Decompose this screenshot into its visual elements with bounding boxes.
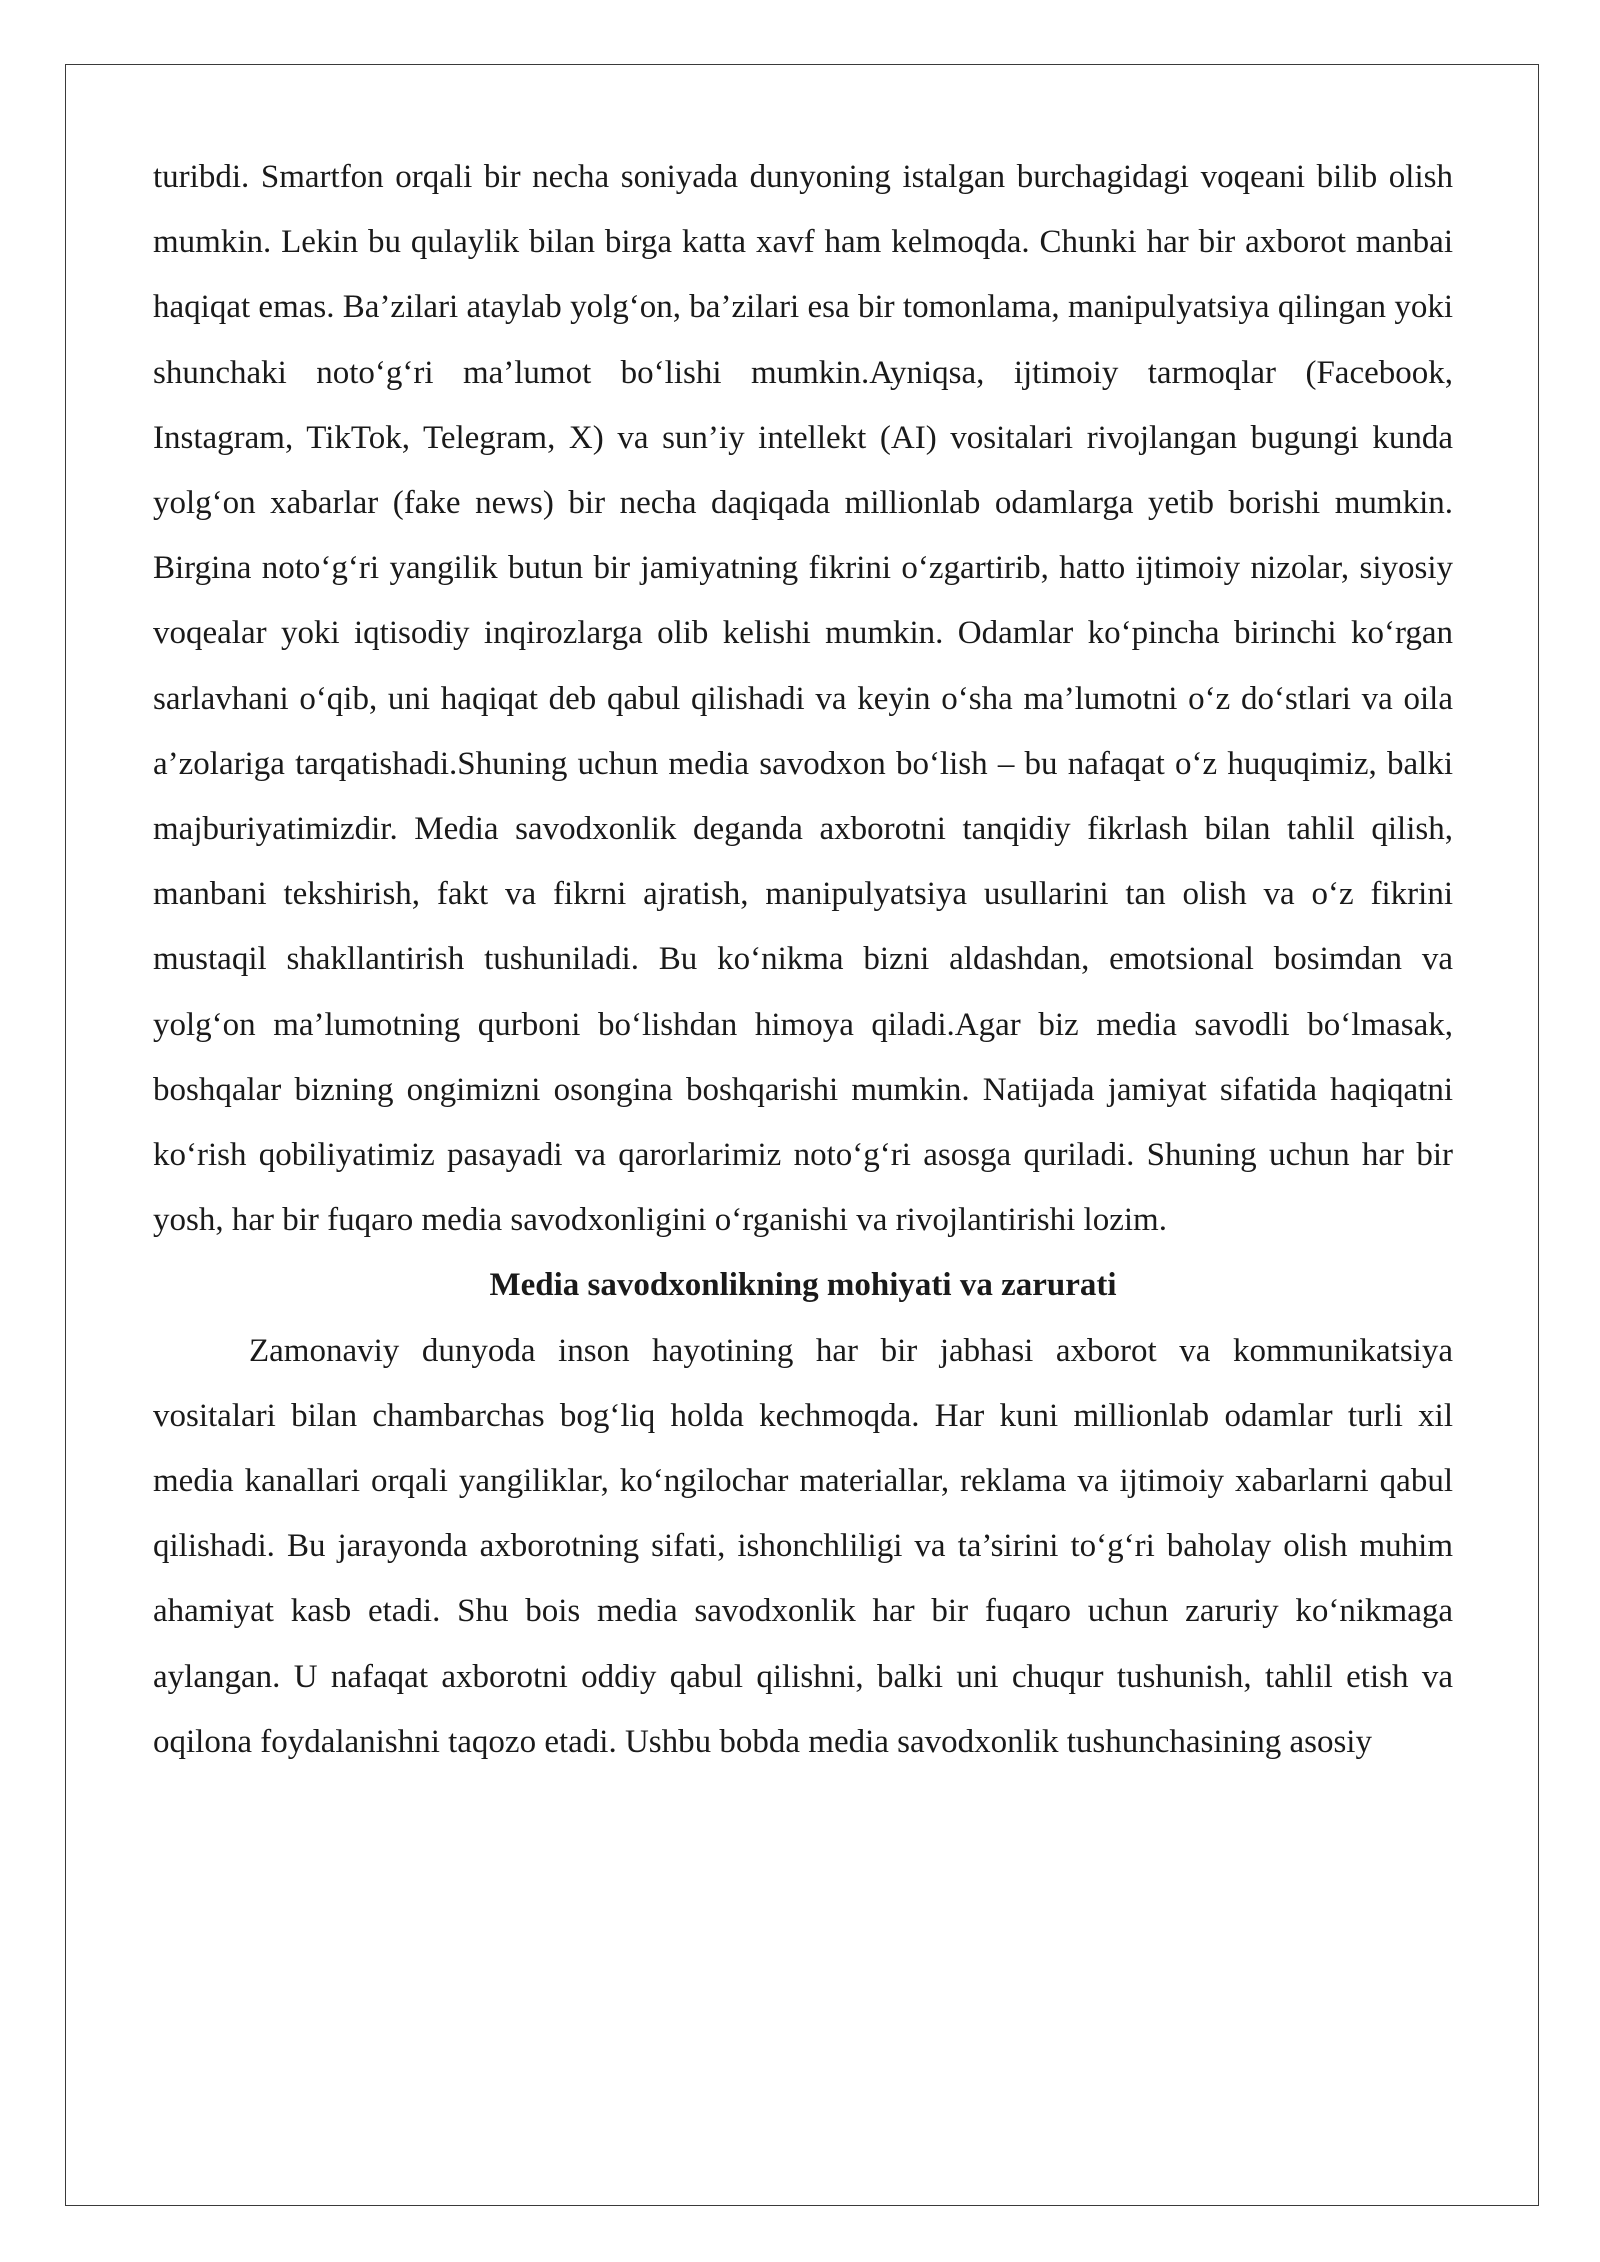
document-body	[153, 145, 1453, 1775]
section-heading: Media savodxonlikning mohiyati va zarurati	[489, 1267, 1117, 1304]
body-paragraph: turibdi. Smartfon orqali bir necha soniyada dunyoning istalgan burchagidagi voqeani bilib olish mumkin. Lekin bu qulaylik bilan birga katta xavf ham kelmoqda. Chunki har bir axborot manbai haqiqat emas. Ba’zilari ataylab yolg‘on, ba’zilari esa bir tomonlama, manipulyatsiya qilingan yoki shunchaki noto‘g‘ri ma’lumot bo‘lishi mumkin.Ayniqsa, ijtimoiy tarmoqlar (Facebook, Instagram, TikTok, Telegram, X) va sun’iy intellekt (AI) vositalari rivojlangan bugungi kunda yolg‘on xabarlar (fake news) bir necha daqiqada millionlab odamlarga yetib borishi mumkin. Birgina noto‘g‘ri yangilik butun bir jamiyatning fikrini o‘zgartirib, hatto ijtimoiy nizolar, siyosiy voqealar yoki iqtisodiy inqirozlarga olib kelishi mumkin. Odamlar ko‘pincha birinchi ko‘rgan sarlavhani o‘qib, uni haqiqat deb qabul qilishadi va keyin o‘sha ma’lumotni o‘z do‘stlari va oila a’zolariga tarqatishadi.Shuning uchun media savodxon bo‘lish – bu nafaqat o‘z huquqimiz, balki majburiyatimizdir. Media savodxonlik deganda axborotni tanqidiy fikrlash bilan tahlil qilish, manbani tekshirish, fakt va fikrni ajratish, manipulyatsiya usullarini tan olish va o‘z fikrini mustaqil shakllantirish tushuniladi. Bu ko‘nikma bizni aldashdan, emotsional bosimdan va yolg‘on ma’lumotning qurboni bo‘lishdan himoya qiladi.Agar biz media savodli bo‘lmasak, boshqalar bizning ongimizni osongina boshqarishi mumkin. Natijada jamiyat sifatida haqiqatni ko‘rish qobiliyatimiz pasayadi va qarorlarimiz noto‘g‘ri asosga quriladi. Shuning uchun har bir yosh, har bir fuqaro media savodxonligini o‘rganishi va rivojlantirishi lozim.	[153, 159, 1453, 1239]
body-paragraph: Zamonaviy dunyoda inson hayotining har bir jabhasi axborot va kommunikatsiya vositalari bilan chambarchas bog‘liq holda kechmoqda. Har kuni millionlab odamlar turli xil media kanallari orqali yangiliklar, ko‘ngilochar materiallar, reklama va ijtimoiy xabarlarni qabul qilishadi. Bu jarayonda axborotning sifati, ishonchliligi va ta’sirini to‘g‘ri baholay olish muhim ahamiyat kasb etadi. Shu bois media savodxonlik har bir fuqaro uchun zaruriy ko‘nikmaga aylangan. U nafaqat axborotni oddiy qabul qilishni, balki uni chuqur tushunish, tahlil etish va oqilona foydalanishni taqozo etadi. Ushbu bobda media savodxonlik tushunchasining asosiy	[153, 1332, 1453, 1760]
